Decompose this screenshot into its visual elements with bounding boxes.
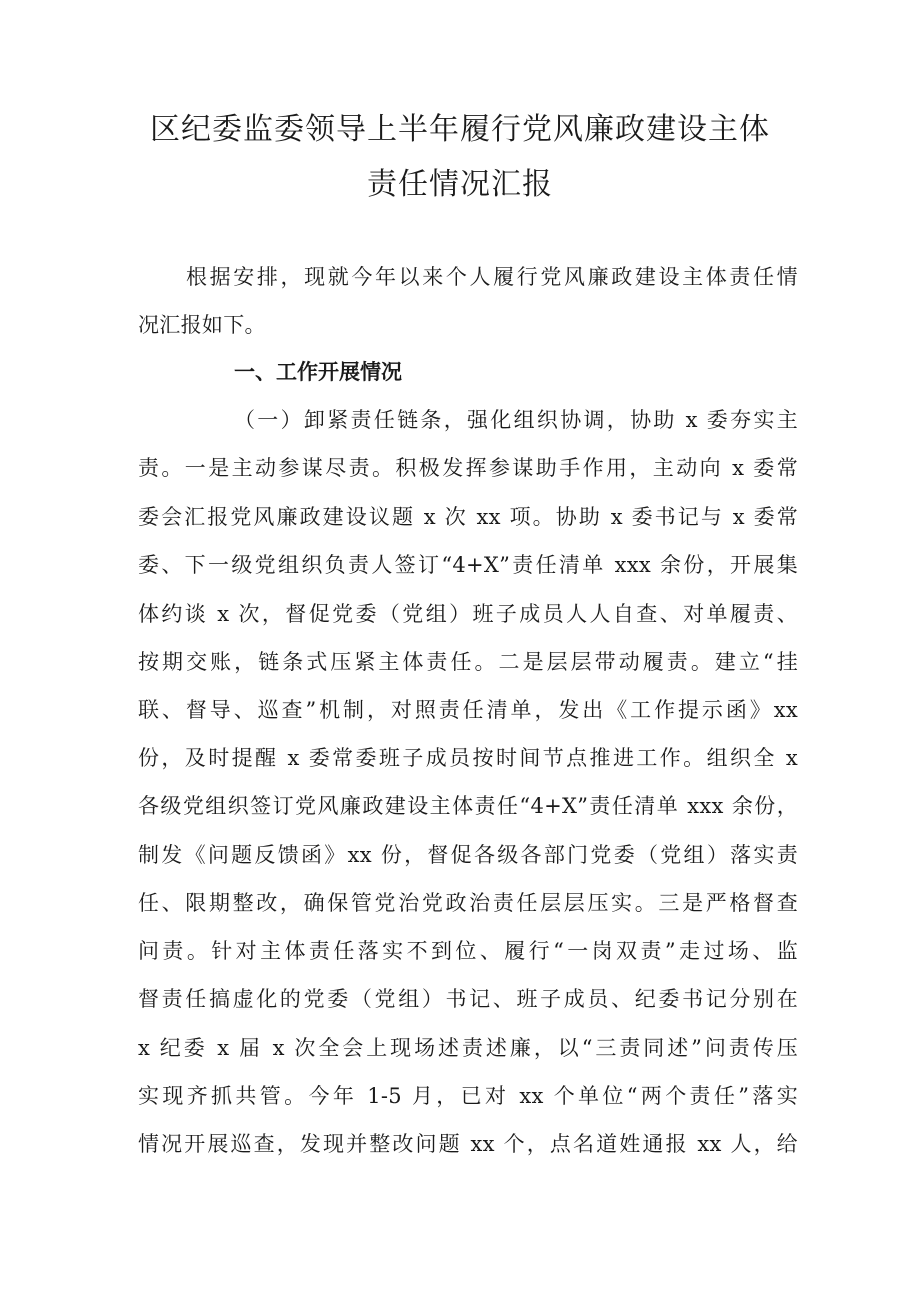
document-title-line-1: 区纪委监委领导上半年履行党风廉政建设主体 bbox=[150, 112, 770, 147]
body-line: （一）卸紧责任链条，强化组织协调，协助 x 委夯实主 bbox=[234, 408, 798, 432]
body-line: x 纪委 x 届 x 次全会上现场述责述廉，以“三责同述”问责传压 bbox=[138, 1036, 798, 1060]
body-line: 情况开展巡查，发现并整改问题 xx 个，点名道姓通报 xx 人，给 bbox=[138, 1132, 798, 1156]
body-line: 任、限期整改，确保管党治党政治责任层层压实。三是严格督查 bbox=[138, 891, 798, 915]
body-line: 实现齐抓共管。今年 1-5 月，已对 xx 个单位“两个责任”落实 bbox=[138, 1084, 798, 1108]
body-line: 督责任搞虚化的党委（党组）书记、班子成员、纪委书记分别在 bbox=[138, 987, 798, 1011]
body-line: 问责。针对主体责任落实不到位、履行“一岗双责”走过场、监 bbox=[138, 939, 798, 963]
body-line: 各级党组织签订党风廉政建设主体责任“4+X”责任清单 xxx 余份， bbox=[138, 794, 798, 818]
body-line: 份，及时提醒 x 委常委班子成员按时间节点推进工作。组织全 x bbox=[138, 746, 798, 770]
intro-line-1: 根据安排，现就今年以来个人履行党风廉政建设主体责任情 bbox=[186, 265, 798, 289]
body-line: 体约谈 x 次，督促党委（党组）班子成员人人自查、对单履责、 bbox=[138, 602, 798, 626]
body-line: 责。一是主动参谋尽责。积极发挥参谋助手作用，主动向 x 委常 bbox=[138, 456, 798, 480]
body-line: 委会汇报党风廉政建设议题 x 次 xx 项。协助 x 委书记与 x 委常 bbox=[138, 505, 798, 529]
intro-line-2: 况汇报如下。 bbox=[138, 313, 266, 337]
section-heading: 一、工作开展情况 bbox=[234, 360, 402, 384]
document-title-line-2: 责任情况汇报 bbox=[367, 167, 553, 202]
body-line: 委、下一级党组织负责人签订“4+X”责任清单 xxx 余份，开展集 bbox=[138, 553, 799, 577]
body-line: 联、督导、巡查”机制，对照责任清单，发出《工作提示函》xx bbox=[138, 698, 798, 722]
body-line: 按期交账，链条式压紧主体责任。二是层层带动履责。建立“挂 bbox=[138, 650, 798, 674]
body-line: 制发《问题反馈函》xx 份，督促各级各部门党委（党组）落实责 bbox=[138, 843, 798, 867]
